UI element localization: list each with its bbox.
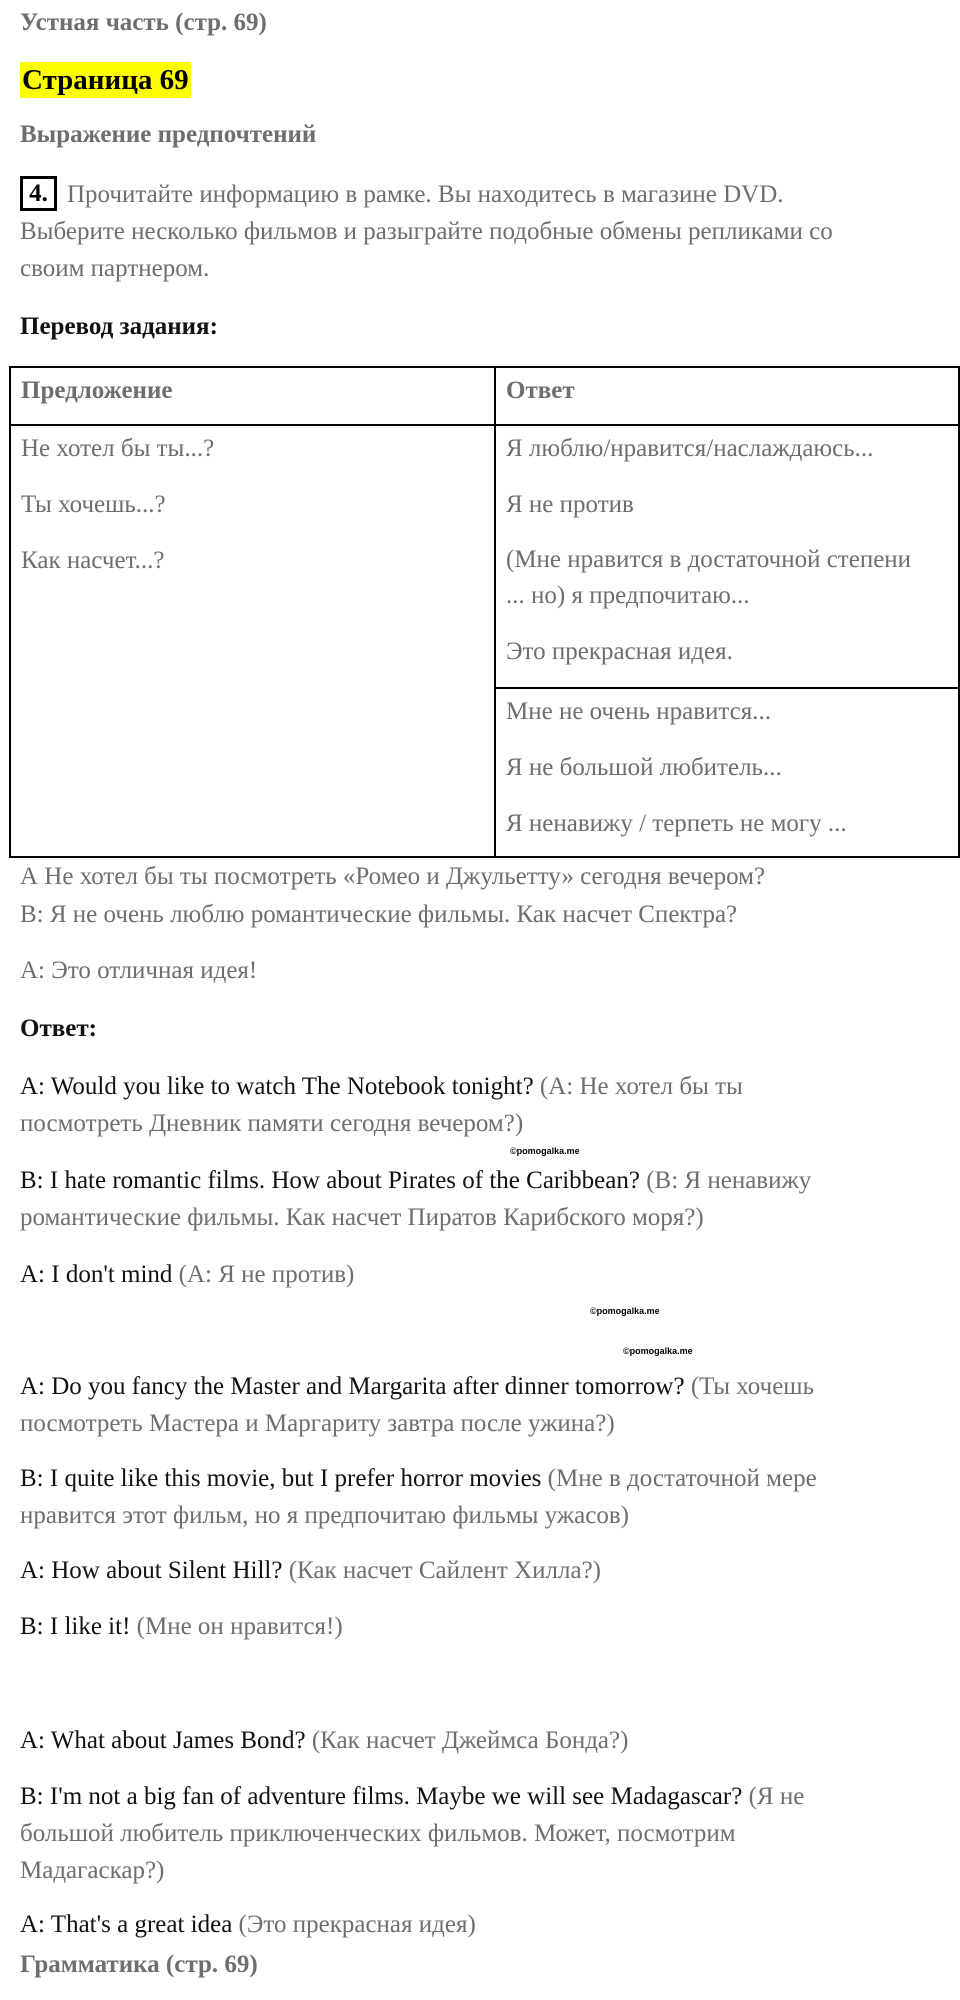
dialogue-line: B: I'm not a big fan of adventure films. Maybe we will see Madagascar? (Я не большой любитель приключенческих фильмов. Может, посмотрим Мадагаскар?) bbox=[20, 1783, 805, 1884]
preferences-table bbox=[9, 366, 960, 858]
positive-responses-cell bbox=[495, 425, 959, 688]
table-header-answer: Ответ bbox=[495, 367, 959, 425]
example-line-3: А: Это отличная идея! bbox=[20, 957, 258, 984]
offer-item: Ты хочешь...? bbox=[21, 491, 166, 518]
positive-item: Это прекрасная идея. bbox=[506, 638, 733, 665]
dialogue-line: A: I don't mind (А: Я не против) bbox=[20, 1261, 355, 1288]
negative-item: Я ненавижу / терпеть не могу ... bbox=[506, 810, 847, 838]
task-line-2: Выберите несколько фильмов и разыграйте подобные обмены репликами со bbox=[20, 218, 833, 245]
positive-item: Я не против bbox=[506, 491, 634, 518]
negative-item: Я не большой любитель... bbox=[506, 754, 782, 782]
watermark: ©pomogalka.me bbox=[510, 1146, 580, 1156]
watermark: ©pomogalka.me bbox=[590, 1306, 660, 1316]
task-line-3: своим партнером. bbox=[20, 255, 210, 282]
offer-item: Как насчет...? bbox=[21, 547, 165, 574]
negative-responses-cell bbox=[495, 688, 959, 857]
watermark: ©pomogalka.me bbox=[623, 1346, 693, 1356]
subheading: Выражение предпочтений bbox=[20, 121, 317, 148]
dialogue-line: B: I like it! (Мне он нравится!) bbox=[20, 1613, 343, 1640]
task-block bbox=[20, 176, 950, 287]
positive-item: Я люблю/нравится/наслаждаюсь... bbox=[506, 435, 874, 462]
answer-label: Ответ: bbox=[20, 1015, 97, 1042]
dialogue-line: A: Would you like to watch The Notebook tonight? (А: Не хотел бы ты посмотреть Дневник памяти сегодня вечером?) bbox=[20, 1073, 743, 1137]
page-heading-wrap bbox=[20, 62, 191, 100]
dialogue-line: A: What about James Bond? (Как насчет Джеймса Бонда?) bbox=[20, 1727, 629, 1754]
dialogue-line: B: I hate romantic films. How about Pirates of the Caribbean? (В: Я ненавижу романтические фильмы. Как насчет Пиратов Карибского моря?) bbox=[20, 1167, 812, 1231]
section-title: Устная часть (стр. 69) bbox=[20, 9, 267, 36]
page-heading: Страница 69 bbox=[22, 64, 189, 96]
translation-label: Перевод задания: bbox=[20, 313, 218, 340]
table-header-offer: Предложение bbox=[10, 367, 495, 425]
negative-item: Мне не очень нравится... bbox=[506, 698, 771, 726]
task-text-1: Прочитайте информацию в рамке. Вы находитесь в магазине DVD. bbox=[67, 181, 784, 208]
offer-item: Не хотел бы ты...? bbox=[21, 435, 215, 462]
dialogue-line: A: Do you fancy the Master and Margarita after dinner tomorrow? (Ты хочешь посмотреть Мастера и Маргариту завтра после ужина?) bbox=[20, 1373, 814, 1437]
positive-item: (Мне нравится в достаточной степени ... но) я предпочитаю... bbox=[506, 546, 912, 609]
offers-cell bbox=[10, 425, 495, 857]
example-line-1: А Не хотел бы ты посмотреть «Ромео и Джульетту» сегодня вечером? bbox=[20, 863, 766, 890]
task-line-1 bbox=[20, 176, 950, 213]
dialogue-line: A: That's a great idea (Это прекрасная идея) bbox=[20, 1911, 476, 1938]
example-line-2: В: Я не очень люблю романтические фильмы. Как насчет Спектра? bbox=[20, 901, 738, 928]
dialogue-line: A: How about Silent Hill? (Как насчет Сайлент Хилла?) bbox=[20, 1557, 601, 1584]
footer-title: Грамматика (стр. 69) bbox=[20, 1951, 258, 1978]
task-number: 4. bbox=[20, 176, 57, 211]
dialogue-line: B: I quite like this movie, but I prefer horror movies (Мне в достаточной мере нравится этот фильм, но я предпочитаю фильмы ужасов) bbox=[20, 1465, 817, 1529]
